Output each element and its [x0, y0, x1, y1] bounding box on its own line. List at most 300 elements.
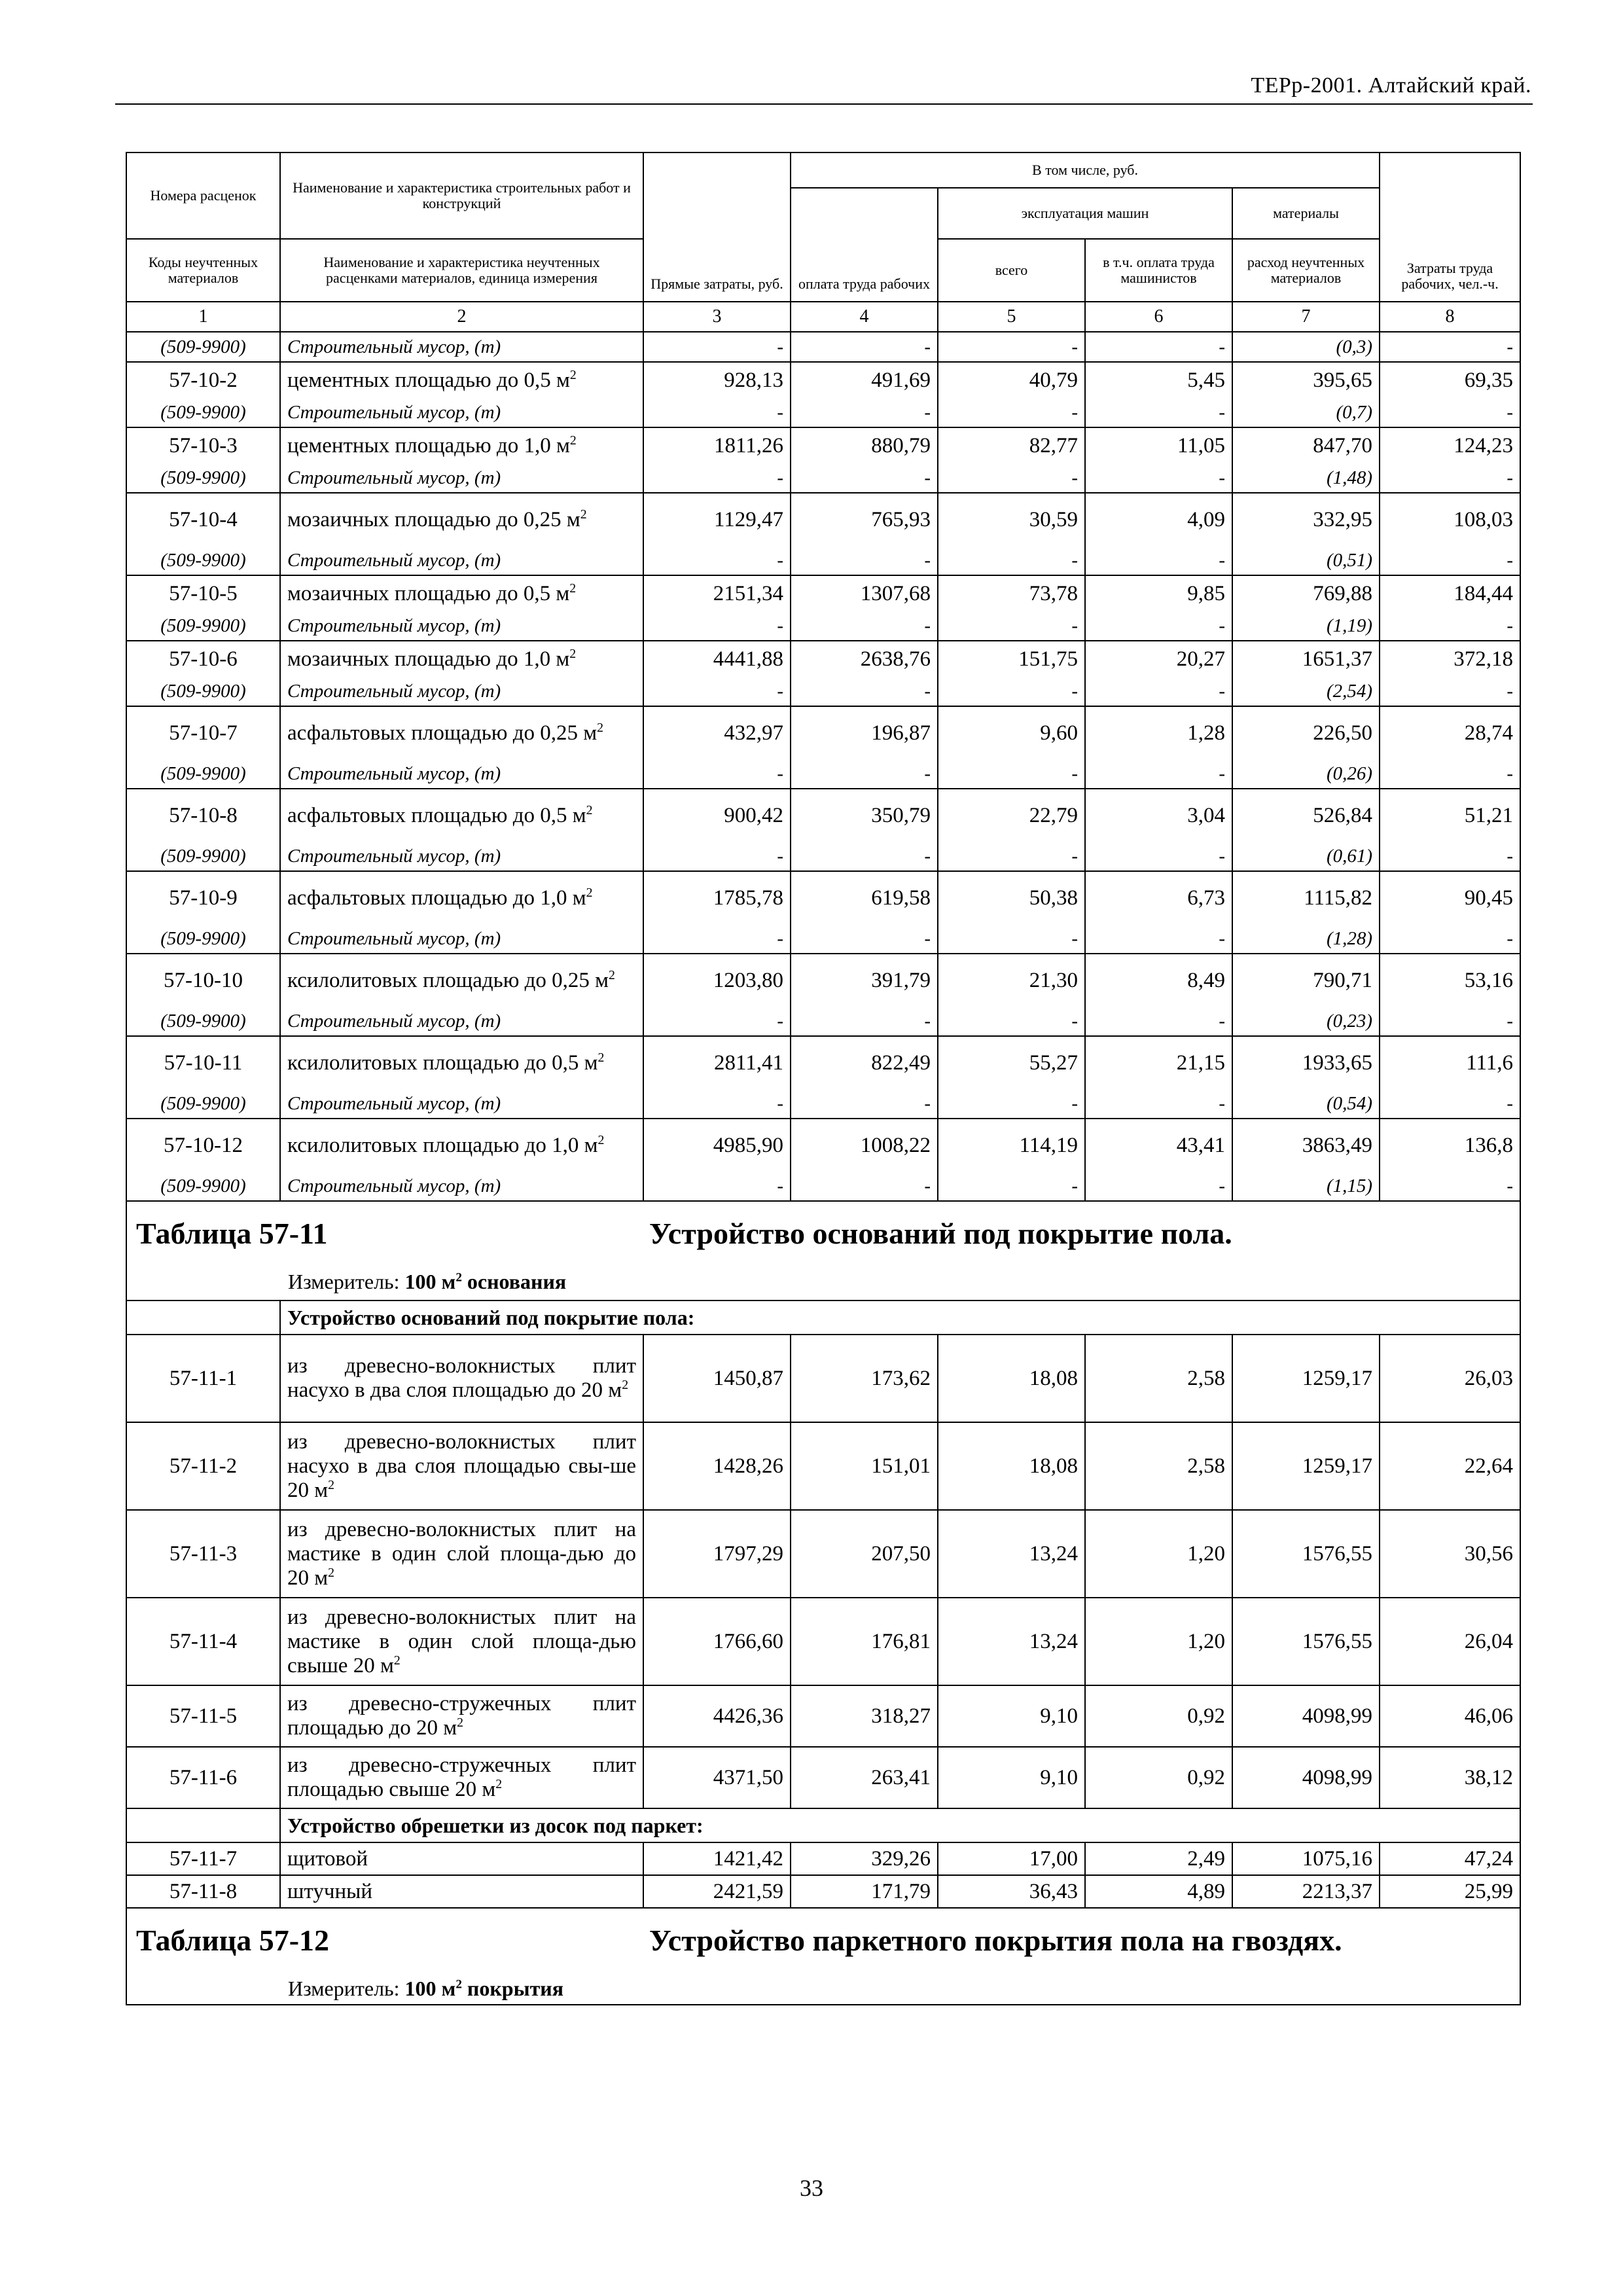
- section-57-12: [126, 1908, 1520, 2005]
- rate-code: 57-11-4: [126, 1598, 280, 1685]
- dash: -: [1380, 611, 1520, 641]
- table-number: Таблица 57-11: [136, 1217, 328, 1250]
- dash: -: [1085, 463, 1232, 493]
- col-number: 3: [643, 302, 791, 332]
- labor-pay: 619,58: [791, 871, 938, 924]
- dash: -: [791, 1172, 938, 1201]
- labor-hours: 30,56: [1380, 1510, 1520, 1598]
- machines-total: 114,19: [938, 1119, 1085, 1172]
- table-row: [126, 1685, 1520, 1747]
- dash: -: [1380, 677, 1520, 706]
- dash: -: [938, 677, 1085, 706]
- materials: 769,88: [1232, 575, 1380, 611]
- labor-pay: 207,50: [791, 1510, 938, 1598]
- table-row: [126, 427, 1520, 463]
- operators-pay: 1,28: [1085, 706, 1232, 759]
- operators-pay: 4,09: [1085, 493, 1232, 546]
- waste-code: (509-9900): [126, 1172, 280, 1201]
- waste-row: [126, 398, 1520, 427]
- operators-pay: 2,58: [1085, 1335, 1232, 1422]
- machines-total: 73,78: [938, 575, 1085, 611]
- rate-code: 57-11-7: [126, 1842, 280, 1875]
- materials: 226,50: [1232, 706, 1380, 759]
- header-col2-top: Наименование и характеристика строительных работ и конструкций: [280, 152, 643, 239]
- labor-hours: 90,45: [1380, 871, 1520, 924]
- dash: -: [1085, 332, 1232, 362]
- col-number: 5: [938, 302, 1085, 332]
- machines-total: 40,79: [938, 362, 1085, 398]
- waste-row: [126, 1089, 1520, 1119]
- waste-name: Строительный мусор, (т): [280, 463, 643, 493]
- waste-value: (1,48): [1232, 463, 1380, 493]
- labor-hours: 46,06: [1380, 1685, 1520, 1747]
- labor-pay: 176,81: [791, 1598, 938, 1685]
- waste-name: Строительный мусор, (т): [280, 1007, 643, 1036]
- table-row: [126, 362, 1520, 398]
- rate-code: 57-11-1: [126, 1335, 280, 1422]
- dash: -: [643, 759, 791, 789]
- labor-hours: 38,12: [1380, 1747, 1520, 1808]
- rate-code: 57-11-3: [126, 1510, 280, 1598]
- materials: 1115,82: [1232, 871, 1380, 924]
- dash: -: [643, 546, 791, 575]
- header-group-materials: материалы: [1232, 188, 1380, 239]
- header-col6: в т.ч. оплата труда машинистов: [1085, 239, 1232, 302]
- work-name: из древесно-волокнистых плит насухо в два слоя площадью свы-ше 20 $м^2$: [280, 1422, 643, 1510]
- waste-row: [126, 463, 1520, 493]
- machines-total: 9,10: [938, 1685, 1085, 1747]
- rate-code: 57-10-5: [126, 575, 280, 611]
- waste-row: [126, 611, 1520, 641]
- work-name: мозаичных площадью до 1,0 $м^2$: [280, 641, 643, 677]
- dash: -: [1085, 677, 1232, 706]
- materials: 790,71: [1232, 954, 1380, 1007]
- subheading-row: [126, 1300, 1520, 1335]
- labor-pay: 151,01: [791, 1422, 938, 1510]
- machines-total: 22,79: [938, 789, 1085, 842]
- rate-code: 57-11-2: [126, 1422, 280, 1510]
- labor-pay: 329,26: [791, 1842, 938, 1875]
- waste-name: Строительный мусор, (т): [280, 759, 643, 789]
- header-col8: Затраты труда рабочих, чел.-ч.: [1380, 152, 1520, 302]
- table-row: [126, 954, 1520, 1007]
- rate-code: 57-11-5: [126, 1685, 280, 1747]
- labor-pay: 880,79: [791, 427, 938, 463]
- waste-name: Строительный мусор, (т): [280, 611, 643, 641]
- dash: -: [643, 1007, 791, 1036]
- operators-pay: 20,27: [1085, 641, 1232, 677]
- operators-pay: 0,92: [1085, 1685, 1232, 1747]
- dash: -: [643, 332, 791, 362]
- labor-pay: 491,69: [791, 362, 938, 398]
- rates-table: [126, 152, 1521, 2005]
- rate-code: 57-10-9: [126, 871, 280, 924]
- direct-costs: 432,97: [643, 706, 791, 759]
- labor-pay: 350,79: [791, 789, 938, 842]
- direct-costs: 1811,26: [643, 427, 791, 463]
- machines-total: 9,60: [938, 706, 1085, 759]
- col-number: 1: [126, 302, 280, 332]
- waste-code: (509-9900): [126, 1089, 280, 1119]
- operators-pay: 0,92: [1085, 1747, 1232, 1808]
- waste-code: (509-9900): [126, 1007, 280, 1036]
- dash: -: [643, 463, 791, 493]
- table-row: [126, 1747, 1520, 1808]
- direct-costs: 1797,29: [643, 1510, 791, 1598]
- header-group-machines: эксплуатация машин: [938, 188, 1232, 239]
- labor-hours: 108,03: [1380, 493, 1520, 546]
- labor-hours: 53,16: [1380, 954, 1520, 1007]
- rate-code: 57-10-2: [126, 362, 280, 398]
- work-name: мозаичных площадью до 0,5 $м^2$: [280, 575, 643, 611]
- work-name: мозаичных площадью до 0,25 $м^2$: [280, 493, 643, 546]
- machines-total: 55,27: [938, 1036, 1085, 1089]
- labor-hours: 111,6: [1380, 1036, 1520, 1089]
- dash: -: [643, 677, 791, 706]
- waste-name: Строительный мусор, (т): [280, 1089, 643, 1119]
- section-57-10: [126, 332, 1520, 1201]
- dash: -: [1380, 1172, 1520, 1201]
- materials: 395,65: [1232, 362, 1380, 398]
- materials: 526,84: [1232, 789, 1380, 842]
- dash: -: [1085, 1172, 1232, 1201]
- work-name: из древесно-волокнистых плит на мастике в один слой площа-дью свыше 20 $м^2$: [280, 1598, 643, 1685]
- dash: -: [1085, 842, 1232, 871]
- labor-hours: 47,24: [1380, 1842, 1520, 1875]
- waste-value: (0,61): [1232, 842, 1380, 871]
- table-row: [126, 1036, 1520, 1089]
- waste-row: [126, 759, 1520, 789]
- machines-total: 50,38: [938, 871, 1085, 924]
- rate-code: 57-10-3: [126, 427, 280, 463]
- machines-total: 13,24: [938, 1598, 1085, 1685]
- waste-name: Строительный мусор, (т): [280, 398, 643, 427]
- measurement-unit: Измеритель: 100 $м^2$ покрытия: [288, 1977, 564, 2000]
- labor-hours: 25,99: [1380, 1875, 1520, 1908]
- dash: -: [1380, 924, 1520, 954]
- labor-hours: 51,21: [1380, 789, 1520, 842]
- waste-name: Строительный мусор, (т): [280, 842, 643, 871]
- materials: 4098,99: [1232, 1685, 1380, 1747]
- waste-name: Строительный мусор, (т): [280, 677, 643, 706]
- waste-value: (0,54): [1232, 1089, 1380, 1119]
- dash: -: [938, 398, 1085, 427]
- waste-value: (2,54): [1232, 677, 1380, 706]
- dash: -: [1085, 924, 1232, 954]
- dash: -: [1380, 842, 1520, 871]
- waste-name: Строительный мусор, (т): [280, 546, 643, 575]
- rate-code: 57-10-7: [126, 706, 280, 759]
- labor-pay: 391,79: [791, 954, 938, 1007]
- dash: -: [1085, 759, 1232, 789]
- machines-total: 30,59: [938, 493, 1085, 546]
- dash: -: [791, 759, 938, 789]
- col-number: 4: [791, 302, 938, 332]
- dash: -: [938, 332, 1085, 362]
- dash: -: [1085, 611, 1232, 641]
- work-name: из древесно-стружечных плит площадью свыше 20 $м^2$: [280, 1747, 643, 1808]
- header-col3: Прямые затраты, руб.: [643, 152, 791, 302]
- dash: -: [938, 1089, 1085, 1119]
- dash: -: [1085, 1089, 1232, 1119]
- header-col1-top: Номера расценок: [126, 152, 280, 239]
- dash: -: [1380, 398, 1520, 427]
- waste-value: (0,26): [1232, 759, 1380, 789]
- labor-pay: 171,79: [791, 1875, 938, 1908]
- header-rule: [115, 103, 1533, 105]
- rate-code: 57-10-11: [126, 1036, 280, 1089]
- materials: 1933,65: [1232, 1036, 1380, 1089]
- table-title: Устройство паркетного покрытия пола на гвоздях.: [649, 1924, 1342, 1957]
- waste-value: (0,7): [1232, 398, 1380, 427]
- machines-total: 17,00: [938, 1842, 1085, 1875]
- work-name: ксилолитовых площадью до 0,25 $м^2$: [280, 954, 643, 1007]
- table-row: [126, 1598, 1520, 1685]
- operators-pay: 8,49: [1085, 954, 1232, 1007]
- waste-code: (509-9900): [126, 759, 280, 789]
- dash: -: [791, 463, 938, 493]
- table-row: [126, 641, 1520, 677]
- operators-pay: 43,41: [1085, 1119, 1232, 1172]
- dash: -: [938, 759, 1085, 789]
- direct-costs: 2421,59: [643, 1875, 791, 1908]
- dash: -: [643, 842, 791, 871]
- direct-costs: 4985,90: [643, 1119, 791, 1172]
- work-name: асфальтовых площадью до 1,0 $м^2$: [280, 871, 643, 924]
- dash: -: [1380, 759, 1520, 789]
- table-title: Устройство оснований под покрытие пола.: [649, 1217, 1232, 1250]
- operators-pay: 21,15: [1085, 1036, 1232, 1089]
- dash: -: [643, 398, 791, 427]
- direct-costs: 1766,60: [643, 1598, 791, 1685]
- header-col7: расход неучтенных материалов: [1232, 239, 1380, 302]
- rate-code: 57-11-8: [126, 1875, 280, 1908]
- work-name: из древесно-стружечных плит площадью до 20 $м^2$: [280, 1685, 643, 1747]
- labor-pay: 173,62: [791, 1335, 938, 1422]
- labor-pay: 318,27: [791, 1685, 938, 1747]
- dash: -: [791, 677, 938, 706]
- waste-row: [126, 1172, 1520, 1201]
- table-row: [126, 1119, 1520, 1172]
- dash: -: [643, 924, 791, 954]
- dash: -: [791, 611, 938, 641]
- work-name: ксилолитовых площадью до 0,5 $м^2$: [280, 1036, 643, 1089]
- materials: 1651,37: [1232, 641, 1380, 677]
- rate-code: 57-10-6: [126, 641, 280, 677]
- labor-hours: 184,44: [1380, 575, 1520, 611]
- work-name: ксилолитовых площадью до 1,0 $м^2$: [280, 1119, 643, 1172]
- waste-code: (509-9900): [126, 924, 280, 954]
- dash: -: [1380, 1007, 1520, 1036]
- table-number: Таблица 57-12: [136, 1924, 330, 1957]
- labor-hours: 124,23: [1380, 427, 1520, 463]
- waste-code: (509-9900): [126, 677, 280, 706]
- direct-costs: 4426,36: [643, 1685, 791, 1747]
- operators-pay: 4,89: [1085, 1875, 1232, 1908]
- rate-code: 57-10-8: [126, 789, 280, 842]
- table-header: [126, 152, 1520, 332]
- waste-code: (509-9900): [126, 611, 280, 641]
- waste-name: Строительный мусор, (т): [280, 924, 643, 954]
- operators-pay: 1,20: [1085, 1598, 1232, 1685]
- labor-pay: 196,87: [791, 706, 938, 759]
- dash: -: [1380, 463, 1520, 493]
- labor-hours: 28,74: [1380, 706, 1520, 759]
- labor-hours: 26,04: [1380, 1598, 1520, 1685]
- materials: 1576,55: [1232, 1598, 1380, 1685]
- labor-pay: 2638,76: [791, 641, 938, 677]
- header-col4: оплата труда рабочих: [791, 188, 938, 302]
- work-name: цементных площадью до 0,5 $м^2$: [280, 362, 643, 398]
- waste-value: (1,15): [1232, 1172, 1380, 1201]
- machines-total: 21,30: [938, 954, 1085, 1007]
- dash: -: [791, 332, 938, 362]
- work-name: штучный: [280, 1875, 643, 1908]
- waste-name: Строительный мусор, (т): [280, 1172, 643, 1201]
- work-name: цементных площадью до 1,0 $м^2$: [280, 427, 643, 463]
- direct-costs: 1450,87: [643, 1335, 791, 1422]
- direct-costs: 1129,47: [643, 493, 791, 546]
- dash: -: [938, 924, 1085, 954]
- materials: 1259,17: [1232, 1422, 1380, 1510]
- materials: 2213,37: [1232, 1875, 1380, 1908]
- waste-row: [126, 924, 1520, 954]
- operators-pay: 6,73: [1085, 871, 1232, 924]
- waste-value: (0,51): [1232, 546, 1380, 575]
- dash: -: [1085, 398, 1232, 427]
- waste-code: (509-9900): [126, 332, 280, 362]
- machines-total: 18,08: [938, 1335, 1085, 1422]
- operators-pay: 3,04: [1085, 789, 1232, 842]
- direct-costs: 2151,34: [643, 575, 791, 611]
- machines-total: 82,77: [938, 427, 1085, 463]
- subheading-row: [126, 1808, 1520, 1842]
- dash: -: [1380, 1089, 1520, 1119]
- header-col2-bottom: Наименование и характеристика неучтенных расценками материалов, единица измерения: [280, 239, 643, 302]
- rate-code: 57-10-4: [126, 493, 280, 546]
- page-number: 33: [800, 2175, 823, 2201]
- table-row: [126, 575, 1520, 611]
- machines-total: 151,75: [938, 641, 1085, 677]
- dash: -: [1085, 546, 1232, 575]
- table-row: [126, 1422, 1520, 1510]
- direct-costs: 1421,42: [643, 1842, 791, 1875]
- direct-costs: 4441,88: [643, 641, 791, 677]
- direct-costs: 2811,41: [643, 1036, 791, 1089]
- materials: 332,95: [1232, 493, 1380, 546]
- table-row: [126, 1335, 1520, 1422]
- direct-costs: 900,42: [643, 789, 791, 842]
- dash: -: [938, 1172, 1085, 1201]
- work-name: асфальтовых площадью до 0,5 $м^2$: [280, 789, 643, 842]
- operators-pay: 11,05: [1085, 427, 1232, 463]
- machines-total: 18,08: [938, 1422, 1085, 1510]
- labor-pay: 822,49: [791, 1036, 938, 1089]
- subheading: Устройство оснований под покрытие пола:: [280, 1300, 1520, 1335]
- dash: -: [1380, 546, 1520, 575]
- operators-pay: 2,49: [1085, 1842, 1232, 1875]
- column-numbers-row: [126, 302, 1520, 332]
- subheading: Устройство обрешетки из досок под паркет:: [280, 1808, 1520, 1842]
- waste-code: (509-9900): [126, 842, 280, 871]
- waste-code: (509-9900): [126, 463, 280, 493]
- direct-costs: 928,13: [643, 362, 791, 398]
- caption-row-57-11: [126, 1201, 1520, 1300]
- rate-code: 57-10-12: [126, 1119, 280, 1172]
- labor-pay: 765,93: [791, 493, 938, 546]
- dash: -: [938, 611, 1085, 641]
- waste-value: (1,19): [1232, 611, 1380, 641]
- waste-name: Строительный мусор, (т): [280, 332, 643, 362]
- materials: 1576,55: [1232, 1510, 1380, 1598]
- waste-value: (1,28): [1232, 924, 1380, 954]
- col-number: 6: [1085, 302, 1232, 332]
- operators-pay: 1,20: [1085, 1510, 1232, 1598]
- waste-value: (0,3): [1232, 332, 1380, 362]
- dash: -: [1380, 332, 1520, 362]
- labor-pay: 1008,22: [791, 1119, 938, 1172]
- work-name: щитовой: [280, 1842, 643, 1875]
- direct-costs: 1428,26: [643, 1422, 791, 1510]
- operators-pay: 2,58: [1085, 1422, 1232, 1510]
- labor-pay: 263,41: [791, 1747, 938, 1808]
- table-row: [126, 493, 1520, 546]
- measurement-unit: Измеритель: 100 $м^2$ основания: [288, 1270, 567, 1293]
- materials: 4098,99: [1232, 1747, 1380, 1808]
- dash: -: [938, 842, 1085, 871]
- table-row: [126, 789, 1520, 842]
- waste-code: (509-9900): [126, 546, 280, 575]
- dash: -: [791, 398, 938, 427]
- work-name: из древесно-волокнистых плит на мастике в один слой площа-дью до 20 $м^2$: [280, 1510, 643, 1598]
- direct-costs: 1203,80: [643, 954, 791, 1007]
- dash: -: [643, 1172, 791, 1201]
- direct-costs: 1785,78: [643, 871, 791, 924]
- table-row: [126, 871, 1520, 924]
- dash: -: [938, 463, 1085, 493]
- materials: 3863,49: [1232, 1119, 1380, 1172]
- dash: -: [791, 924, 938, 954]
- labor-hours: 136,8: [1380, 1119, 1520, 1172]
- table-row: [126, 1875, 1520, 1908]
- table-row: [126, 706, 1520, 759]
- waste-row: [126, 677, 1520, 706]
- header-col5: всего: [938, 239, 1085, 302]
- dash: -: [791, 546, 938, 575]
- waste-row: [126, 332, 1520, 362]
- labor-pay: 1307,68: [791, 575, 938, 611]
- header-group-incl: В том числе, руб.: [791, 152, 1380, 188]
- waste-row: [126, 842, 1520, 871]
- waste-row: [126, 1007, 1520, 1036]
- dash: -: [938, 1007, 1085, 1036]
- machines-total: 13,24: [938, 1510, 1085, 1598]
- dash: -: [791, 842, 938, 871]
- dash: -: [791, 1089, 938, 1119]
- dash: -: [791, 1007, 938, 1036]
- direct-costs: 4371,50: [643, 1747, 791, 1808]
- dash: -: [643, 1089, 791, 1119]
- rate-code: 57-11-6: [126, 1747, 280, 1808]
- labor-hours: 69,35: [1380, 362, 1520, 398]
- operators-pay: 9,85: [1085, 575, 1232, 611]
- dash: -: [1085, 1007, 1232, 1036]
- machines-total: 9,10: [938, 1747, 1085, 1808]
- table-row: [126, 1842, 1520, 1875]
- materials: 1075,16: [1232, 1842, 1380, 1875]
- col-number: 7: [1232, 302, 1380, 332]
- labor-hours: 372,18: [1380, 641, 1520, 677]
